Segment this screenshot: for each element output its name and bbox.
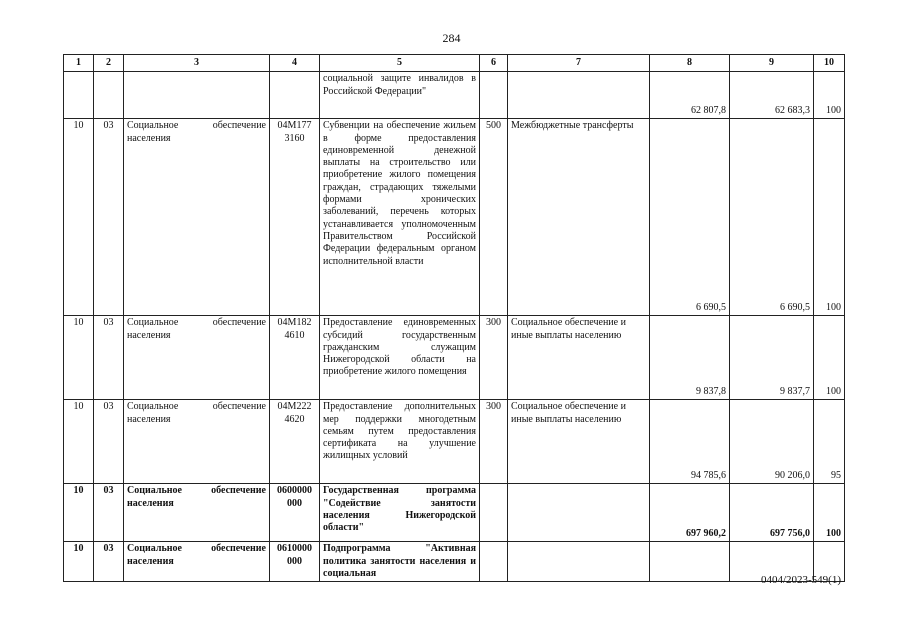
document-code: 0404/2023-549(1) (760, 574, 841, 586)
cell-executed-amount: 62 683,3 (730, 72, 814, 119)
column-header: 9 (730, 55, 814, 72)
cell-description: Государственная программа "Содействие занятости населения Нижегородской области" (320, 484, 480, 542)
cell-target-code (270, 72, 320, 119)
cell-subsection (94, 72, 124, 119)
column-header: 6 (480, 55, 508, 72)
cell-planned-amount: 697 960,2 (650, 484, 730, 542)
cell-expense-type-code: 300 (480, 400, 508, 484)
cell-section: 10 (64, 119, 94, 316)
cell-expense-type-name: Социальное обеспечение и иные выплаты населению (508, 400, 650, 484)
column-header: 7 (508, 55, 650, 72)
cell-section-name (124, 72, 270, 119)
cell-executed-amount: 90 206,0 (730, 400, 814, 484)
cell-description: социальной защите инвалидов в Российской Федерации" (320, 72, 480, 119)
cell-expense-type-name (508, 72, 650, 119)
column-header: 1 (64, 55, 94, 72)
cell-planned-amount: 6 690,5 (650, 119, 730, 316)
cell-expense-type-name (508, 484, 650, 542)
cell-expense-type-code (480, 542, 508, 582)
cell-section-name: Социальное обеспечение населения (124, 484, 270, 542)
cell-subsection: 03 (94, 119, 124, 316)
cell-planned-amount: 9 837,8 (650, 316, 730, 400)
table-row (64, 542, 845, 582)
table-header-row (64, 55, 845, 72)
cell-percent: 95 (814, 400, 845, 484)
cell-expense-type-name (508, 542, 650, 582)
cell-expense-type-code (480, 484, 508, 542)
cell-expense-type-name: Межбюджетные трансферты (508, 119, 650, 316)
cell-target-code: 04М222 4620 (270, 400, 320, 484)
cell-subsection: 03 (94, 400, 124, 484)
cell-description: Подпрограмма "Активная политика занятости населения и социальная (320, 542, 480, 582)
cell-target-code: 04М182 4610 (270, 316, 320, 400)
cell-section: 10 (64, 484, 94, 542)
table-row (64, 119, 845, 316)
cell-subsection: 03 (94, 542, 124, 582)
cell-section: 10 (64, 542, 94, 582)
cell-description: Предоставление единовременных субсидий государственным гражданским служащим Нижегородской области на приобретение жилого помещения (320, 316, 480, 400)
column-header: 8 (650, 55, 730, 72)
cell-executed-amount: 6 690,5 (730, 119, 814, 316)
cell-expense-type-code: 500 (480, 119, 508, 316)
cell-subsection: 03 (94, 316, 124, 400)
column-header: 5 (320, 55, 480, 72)
cell-section-name: Социальное обеспечение населения (124, 316, 270, 400)
cell-planned-amount (650, 542, 730, 582)
cell-description: Предоставление дополнительных мер поддержки многодетным семьям путем предоставления сертификата на улучшение жилищных условий (320, 400, 480, 484)
page-number: 284 (442, 31, 461, 45)
table-row (64, 400, 845, 484)
cell-section-name: Социальное обеспечение населения (124, 542, 270, 582)
cell-percent: 100 (814, 119, 845, 316)
cell-target-code: 0610000 000 (270, 542, 320, 582)
cell-section: 10 (64, 400, 94, 484)
cell-expense-type-code: 300 (480, 316, 508, 400)
cell-target-code: 04М177 3160 (270, 119, 320, 316)
cell-section: 10 (64, 316, 94, 400)
cell-executed-amount: 697 756,0 (730, 484, 814, 542)
cell-target-code: 0600000 000 (270, 484, 320, 542)
column-header: 10 (814, 55, 845, 72)
table-row (64, 72, 845, 119)
column-header: 3 (124, 55, 270, 72)
budget-table (63, 54, 845, 582)
cell-description: Субвенции на обеспечение жильем в форме предоставления единовременной денежной выплаты на строительство или приобретение жилого помещения граждан, страдающих тяжелыми формами хронических заболеваний, перечень которых устанавливается уполномоченным Правительством Российской Федерации федеральным органом исполнительной власти (320, 119, 480, 316)
cell-subsection: 03 (94, 484, 124, 542)
cell-section (64, 72, 94, 119)
cell-section-name: Социальное обеспечение населения (124, 119, 270, 316)
cell-planned-amount: 94 785,6 (650, 400, 730, 484)
cell-percent: 100 (814, 72, 845, 119)
column-header: 4 (270, 55, 320, 72)
cell-section-name: Социальное обеспечение населения (124, 400, 270, 484)
column-header: 2 (94, 55, 124, 72)
table-row (64, 484, 845, 542)
table-row (64, 316, 845, 400)
cell-percent: 100 (814, 484, 845, 542)
cell-planned-amount: 62 807,8 (650, 72, 730, 119)
cell-expense-type-name: Социальное обеспечение и иные выплаты населению (508, 316, 650, 400)
cell-expense-type-code (480, 72, 508, 119)
cell-executed-amount: 9 837,7 (730, 316, 814, 400)
cell-percent: 100 (814, 316, 845, 400)
